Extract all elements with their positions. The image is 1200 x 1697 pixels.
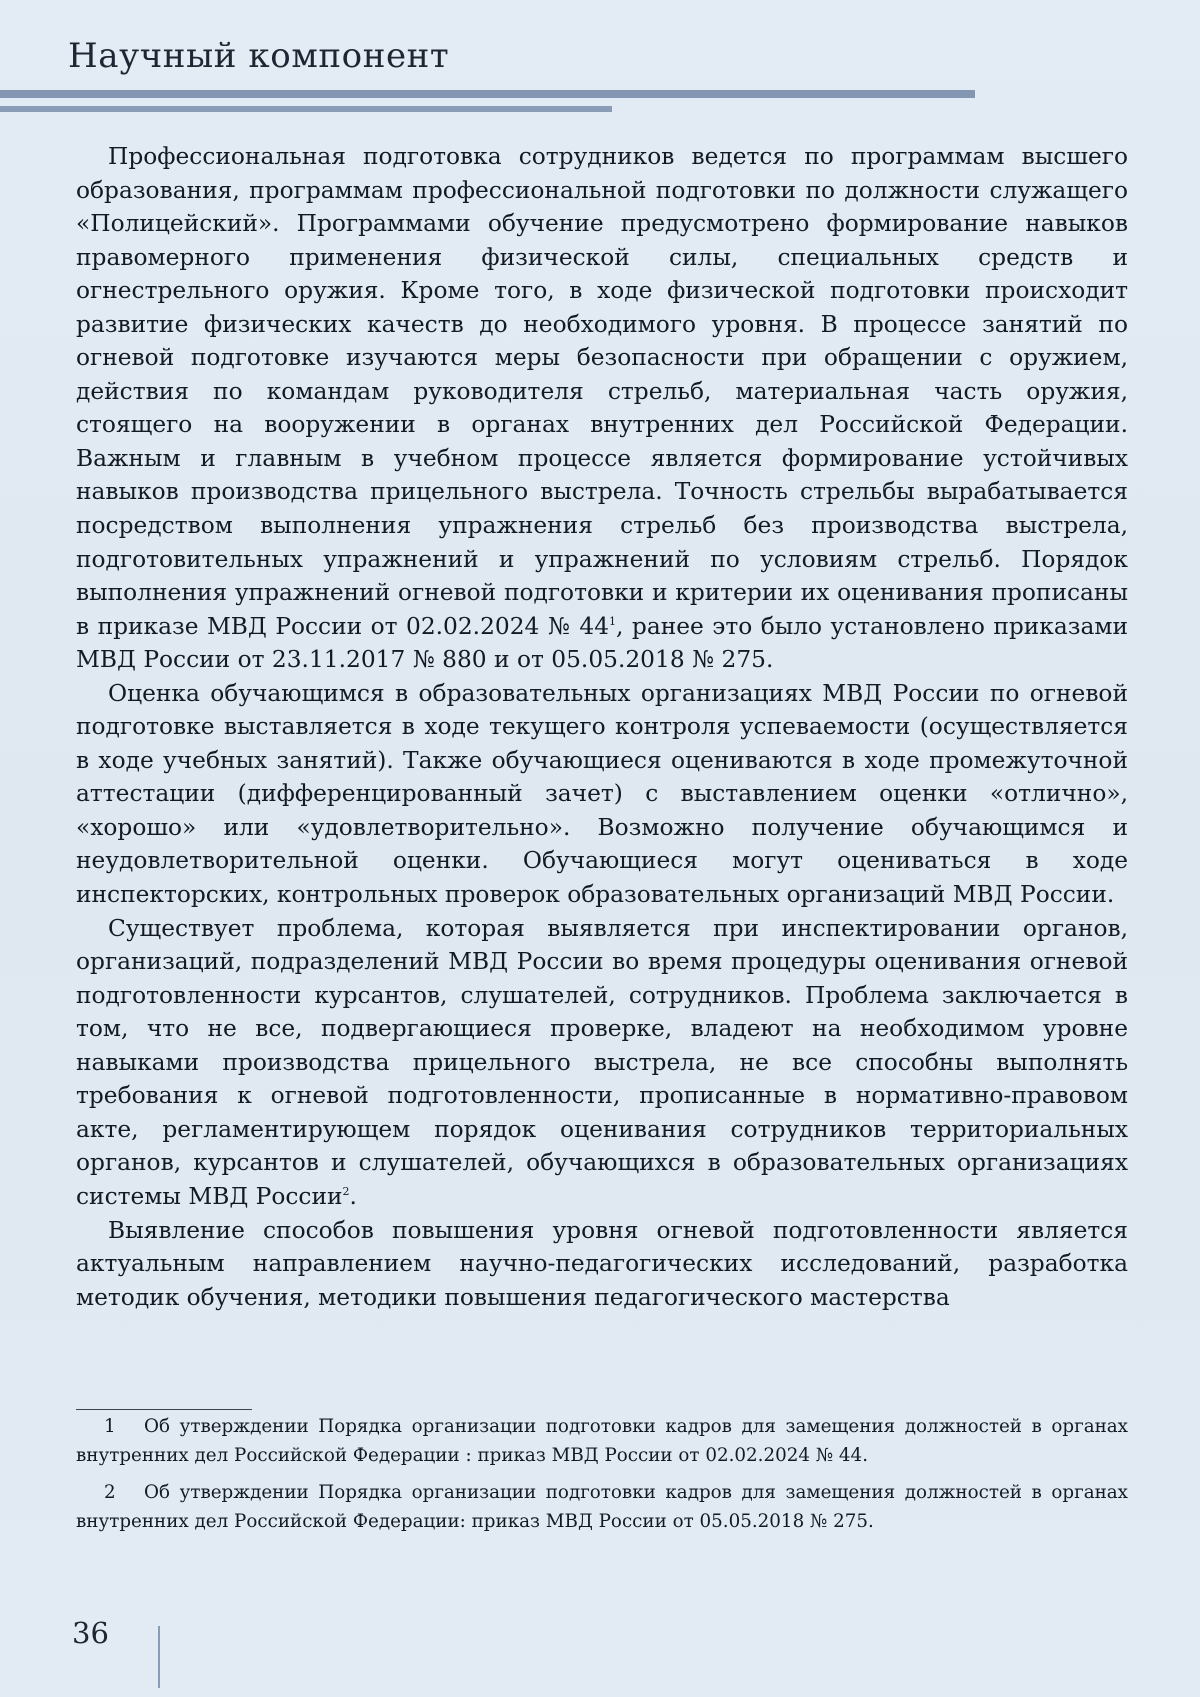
footnote-1	[76, 1412, 1128, 1470]
paragraph-3-part-b: .	[349, 1182, 357, 1210]
footnote-2-number: 2	[104, 1482, 116, 1503]
section-title: Научный компонент	[68, 36, 450, 76]
paragraph-3-part-a: Существует проблема, которая выявляется при инспектировании органов, организаций, подразделений МВД России во время процедуры оценивания огневой подготовленности курсантов, слушателей, сотрудников. Проблема заключается в том, что не все, подвергающиеся проверке, владеют на необходимом уровне навыками производства прицельного выстрела, не все способны выполнять требования к огневой подготовленности, прописанные в нормативно-правовом акте, регламентирующем порядок оценивания сотрудников территориальных органов, курсантов и слушателей, обучающихся в образовательных организациях системы МВД России	[76, 914, 1128, 1210]
footnote-2	[76, 1478, 1128, 1536]
footnote-1-number: 1	[104, 1416, 116, 1437]
paragraph-3	[76, 912, 1128, 1214]
footnote-1-text: Об утверждении Порядка организации подготовки кадров для замещения должностей в органах внутренних дел Российской Федерации : приказ МВД России от 02.02.2024 № 44.	[76, 1416, 1128, 1466]
paragraph-1-part-b: , ранее это было установлено приказами МВД России от 23.11.2017 № 880 и от 05.05.2018 № 275.	[76, 612, 1129, 674]
footnote-ref-2: 2	[342, 1184, 350, 1198]
header-rule-short	[0, 106, 612, 112]
footnotes	[76, 1412, 1128, 1536]
page-number-bar	[158, 1626, 160, 1688]
footnote-2-text: Об утверждении Порядка организации подготовки кадров для замещения должностей в органах внутренних дел Российской Федерации: приказ МВД России от 05.05.2018 № 275.	[76, 1482, 1128, 1532]
footnote-separator	[76, 1409, 252, 1410]
paragraph-2: Оценка обучающимся в образовательных организациях МВД России по огневой подготовке выставляется в ходе текущего контроля успеваемости (осуществляется в ходе учебных занятий). Также обучающиеся оцениваются в ходе промежуточной аттестации (дифференцированный зачет) с выставлением оценки «отлично», «хорошо» или «удовлетворительно». Возможно получение обучающимся и неудовлетворительной оценки. Обучающиеся могут оцениваться в ходе инспекторских, контрольных проверок образовательных организаций МВД России.	[76, 679, 1128, 909]
page-number: 36	[72, 1616, 109, 1650]
footnote-ref-1: 1	[609, 614, 617, 628]
paragraph-1-part-a: Профессиональная подготовка сотрудников ведется по программам высшего образования, программам профессиональной подготовки по должности служащего «Полицейский». Программами обучение предусмотрено формирование навыков правомерного применения физической силы, специальных средств и огнестрельного оружия. Кроме того, в ходе физической подготовки происходит развитие физических качеств до необходимого уровня. В процессе занятий по огневой подготовке изучаются меры безопасности при обращении с оружием, действия по командам руководителя стрельб, материальная часть оружия, стоящего на вооружении в органах внутренних дел Российской Федерации. Важным и главным в учебном процессе является формирование устойчивых навыков производства прицельного выстрела. Точность стрельбы вырабатывается посредством выполнения упражнения стрельб без производства выстрела, подготовительных упражнений и упражнений по условиям стрельб. Порядок выполнения упражнений огневой подготовки и критерии их оценивания прописаны в приказе МВД России от 02.02.2024 № 44	[76, 143, 1128, 640]
paragraph-1	[76, 140, 1128, 677]
body-text	[76, 140, 1128, 1314]
paragraph-4: Выявление способов повышения уровня огневой подготовленности является актуальным направлением научно-педагогических исследований, разработка методик обучения, методики повышения педагогического мастерства	[76, 1216, 1128, 1311]
header-rule-long	[0, 90, 975, 98]
